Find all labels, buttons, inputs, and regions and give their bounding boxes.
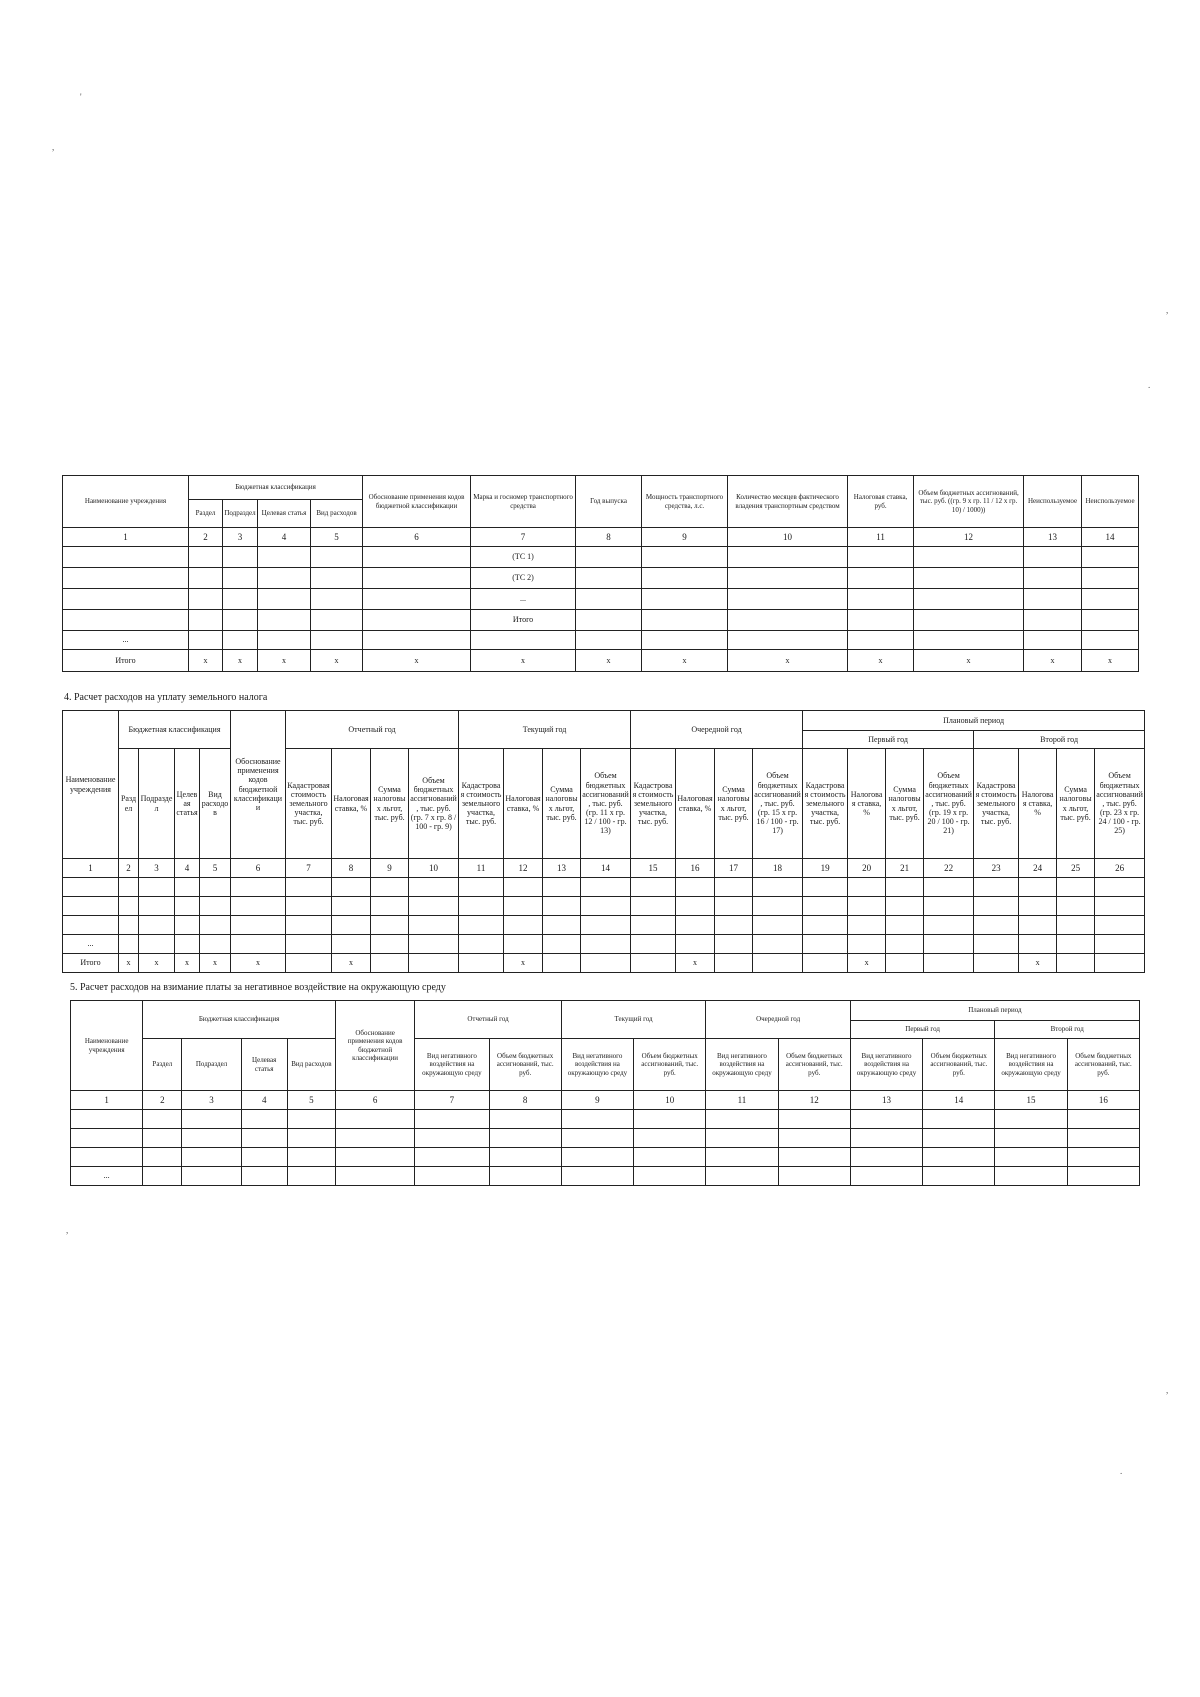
table-row [63,935,1145,954]
header-benefits: Сумма налоговых льгот, тыс. руб. [715,749,753,859]
col-number: 6 [335,1091,414,1110]
header-volume: Объем бюджетных ассигнований, тыс. руб. [1067,1039,1139,1091]
total-row [63,650,1139,672]
header-cadastral: Кадастровая стоимость земельного участка, тыс. руб. [286,749,332,859]
header-next-year: Очередной год [706,1001,851,1039]
header-target: Целевая статья [175,749,200,859]
header-benefits: Сумма налоговых льгот, тыс. руб. [371,749,409,859]
col-number: 13 [850,1091,922,1110]
col-number: 26 [1095,859,1145,878]
scan-speck: , [1166,1385,1169,1395]
col-number: 14 [581,859,631,878]
col-number: 7 [471,528,576,547]
header-second-year: Второй год [995,1021,1140,1039]
col-number: 14 [923,1091,995,1110]
table-row [63,589,1139,610]
header-volume: Объем бюджетных ассигнований, тыс. руб. [778,1039,850,1091]
x-mark: х [471,650,576,672]
header-budget-class: Бюджетная классификация [119,711,231,749]
col-number: 3 [182,1091,241,1110]
x-mark: х [231,954,286,973]
table-row [63,916,1145,935]
scan-speck: . [1148,380,1151,390]
x-mark: х [848,954,886,973]
col-number: 25 [1057,859,1095,878]
col-number: 20 [848,859,886,878]
header-first-year: Первый год [850,1021,995,1039]
col-number: 3 [223,528,258,547]
table-row [63,547,1139,568]
col-number: 11 [459,859,504,878]
environment-fee-table [70,1000,1140,1186]
header-subsection: Подраздел [182,1039,241,1091]
transport-tax-table [62,475,1139,672]
header-volume: Объем бюджетных ассигнований, тыс. руб. (гр. 15 х гр. 16 / 100 - гр. 17) [753,749,803,859]
header-report-year: Отчетный год [286,711,459,749]
header-expense: Вид расходов [200,749,231,859]
col-number: 2 [143,1091,182,1110]
header-rate: Налоговая ставка, % [676,749,715,859]
x-mark: х [139,954,175,973]
col-number: 16 [1067,1091,1139,1110]
col-number: 1 [63,528,189,547]
x-mark: х [576,650,642,672]
header-power: Мощность транспортного средства, л.с. [642,476,728,528]
header-budget-class: Бюджетная классификация [143,1001,336,1039]
x-mark: х [119,954,139,973]
vehicle-label: (ТС 1) [471,547,576,568]
header-rate: Налоговая ставка, % [1019,749,1057,859]
col-number: 16 [676,859,715,878]
x-mark: х [1024,650,1082,672]
header-target: Целевая статья [241,1039,287,1091]
scan-speck: ' [80,92,82,102]
ellipsis: ... [63,935,119,954]
col-number: 12 [778,1091,850,1110]
header-year: Год выпуска [576,476,642,528]
col-number: 7 [415,1091,489,1110]
col-number: 7 [286,859,332,878]
col-number: 13 [1024,528,1082,547]
col-number: 10 [728,528,848,547]
col-number: 8 [489,1091,561,1110]
header-volume: Объем бюджетных ассигнований, тыс. руб. (гр. 11 х гр. 12 / 100 - гр. 13) [581,749,631,859]
header-volume: Объем бюджетных ассигнований, тыс. руб. [634,1039,706,1091]
col-number: 11 [706,1091,778,1110]
header-rate: Налоговая ставка, % [504,749,543,859]
scan-speck: , [52,142,55,152]
header-volume: Объем бюджетных ассигнований, тыс. руб. (гр. 23 х гр. 24 / 100 - гр. 25) [1095,749,1145,859]
header-subsection: Подраздел [223,500,258,528]
total-label: Итого [63,954,119,973]
header-impact-type: Вид негативного воздействия на окружающую среду [415,1039,489,1091]
header-cadastral: Кадастровая стоимость земельного участка, тыс. руб. [459,749,504,859]
header-cadastral: Кадастровая стоимость земельного участка, тыс. руб. [631,749,676,859]
col-number: 19 [803,859,848,878]
col-number: 10 [634,1091,706,1110]
header-next-year: Очередной год [631,711,803,749]
total-row [63,954,1145,973]
x-mark: х [1082,650,1139,672]
header-cadastral: Кадастровая стоимость земельного участка, тыс. руб. [974,749,1019,859]
col-number: 22 [924,859,974,878]
header-volume: Объем бюджетных ассигнований, тыс. руб. [923,1039,995,1091]
col-number: 13 [543,859,581,878]
header-justification: Обоснование применения кодов бюджетной классификации [363,476,471,528]
table-row [71,1129,1140,1148]
table-row [63,568,1139,589]
ellipsis: ... [63,631,189,650]
ellipsis: ... [471,589,576,610]
col-number: 8 [332,859,371,878]
section-heading: 4. Расчет расходов на уплату земельного налога [64,692,268,703]
header-rate: Налоговая ставка, % [848,749,886,859]
x-mark: х [189,650,223,672]
header-second-year: Второй год [974,731,1145,749]
table-row [63,897,1145,916]
x-mark: х [311,650,363,672]
col-number: 4 [241,1091,287,1110]
table-row [71,1148,1140,1167]
header-current-year: Текущий год [459,711,631,749]
subtotal-label: Итого [471,610,576,631]
col-number: 5 [200,859,231,878]
col-number: 4 [258,528,311,547]
scan-speck: . [1120,1466,1123,1476]
ellipsis: ... [71,1167,143,1186]
scan-speck: , [66,1225,69,1235]
col-number: 2 [189,528,223,547]
col-number: 1 [63,859,119,878]
col-number: 5 [311,528,363,547]
header-planning-period: Плановый период [803,711,1145,731]
section-heading: 5. Расчет расходов на взимание платы за негативное воздействие на окружающую среду [70,982,446,993]
col-number: 3 [139,859,175,878]
vehicle-label: (ТС 2) [471,568,576,589]
col-number: 23 [974,859,1019,878]
header-rate: Налоговая ставка, руб. [848,476,914,528]
header-unused-2: Неиспользуемое [1082,476,1139,528]
header-rate: Налоговая ставка, % [332,749,371,859]
header-report-year: Отчетный год [415,1001,562,1039]
header-section: Раздел [143,1039,182,1091]
land-tax-table [62,710,1145,973]
header-volume: Объем бюджетных ассигнований, тыс. руб. ((гр. 9 х гр. 11 / 12 х гр. 10) / 1000)) [914,476,1024,528]
header-subsection: Подраздел [139,749,175,859]
x-mark: х [258,650,311,672]
header-unused-1: Неиспользуемое [1024,476,1082,528]
col-number: 6 [231,859,286,878]
header-section: Раздел [189,500,223,528]
header-impact-type: Вид негативного воздействия на окружающую среду [706,1039,778,1091]
col-number: 15 [631,859,676,878]
x-mark: х [676,954,715,973]
header-volume: Объем бюджетных ассигнований, тыс. руб. (гр. 7 х гр. 8 / 100 - гр. 9) [409,749,459,859]
header-justification: Обоснование применения кодов бюджетной классификации [231,711,286,859]
x-mark: х [642,650,728,672]
header-planning-period: Плановый период [850,1001,1139,1021]
x-mark: х [1019,954,1057,973]
col-number: 10 [409,859,459,878]
header-cadastral: Кадастровая стоимость земельного участка, тыс. руб. [803,749,848,859]
col-number: 8 [576,528,642,547]
total-label: Итого [63,650,189,672]
col-number: 5 [287,1091,335,1110]
x-mark: х [363,650,471,672]
col-number: 9 [371,859,409,878]
table-row [63,610,1139,631]
col-number: 4 [175,859,200,878]
col-number: 6 [363,528,471,547]
x-mark: х [848,650,914,672]
col-number: 11 [848,528,914,547]
x-mark: х [504,954,543,973]
header-name: Наименование учреждения [71,1001,143,1091]
table-row [71,1110,1140,1129]
header-name: Наименование учреждения [63,476,189,528]
col-number: 12 [914,528,1024,547]
column-numbers-row [63,859,1145,878]
scan-speck: , [1166,305,1169,315]
col-number: 2 [119,859,139,878]
header-name: Наименование учреждения [63,711,119,859]
header-section: Раздел [119,749,139,859]
header-budget-class: Бюджетная классификация [189,476,363,500]
x-mark: х [223,650,258,672]
column-numbers-row [63,528,1139,547]
header-current-year: Текущий год [561,1001,706,1039]
x-mark: х [332,954,371,973]
x-mark: х [728,650,848,672]
header-impact-type: Вид негативного воздействия на окружающую среду [995,1039,1067,1091]
col-number: 17 [715,859,753,878]
header-impact-type: Вид негативного воздействия на окружающую среду [850,1039,922,1091]
x-mark: х [175,954,200,973]
header-expense: Вид расходов [287,1039,335,1091]
header-volume: Объем бюджетных ассигнований, тыс. руб. (гр. 19 х гр. 20 / 100 - гр. 21) [924,749,974,859]
table-row [63,878,1145,897]
header-volume: Объем бюджетных ассигнований, тыс. руб. [489,1039,561,1091]
col-number: 14 [1082,528,1139,547]
table-row [71,1167,1140,1186]
header-months: Количество месяцев фактического владения транспортным средством [728,476,848,528]
col-number: 9 [642,528,728,547]
header-impact-type: Вид негативного воздействия на окружающую среду [561,1039,633,1091]
col-number: 18 [753,859,803,878]
header-justification: Обоснование применения кодов бюджетной классификации [335,1001,414,1091]
col-number: 9 [561,1091,633,1110]
table-row [63,631,1139,650]
x-mark: х [914,650,1024,672]
col-number: 12 [504,859,543,878]
column-numbers-row [71,1091,1140,1110]
header-target: Целевая статья [258,500,311,528]
col-number: 21 [886,859,924,878]
col-number: 15 [995,1091,1067,1110]
x-mark: х [200,954,231,973]
header-expense: Вид расходов [311,500,363,528]
header-benefits: Сумма налоговых льгот, тыс. руб. [886,749,924,859]
header-benefits: Сумма налоговых льгот, тыс. руб. [543,749,581,859]
col-number: 24 [1019,859,1057,878]
col-number: 1 [71,1091,143,1110]
header-benefits: Сумма налоговых льгот, тыс. руб. [1057,749,1095,859]
header-vehicle-model: Марка и госномер транспортного средства [471,476,576,528]
header-first-year: Первый год [803,731,974,749]
